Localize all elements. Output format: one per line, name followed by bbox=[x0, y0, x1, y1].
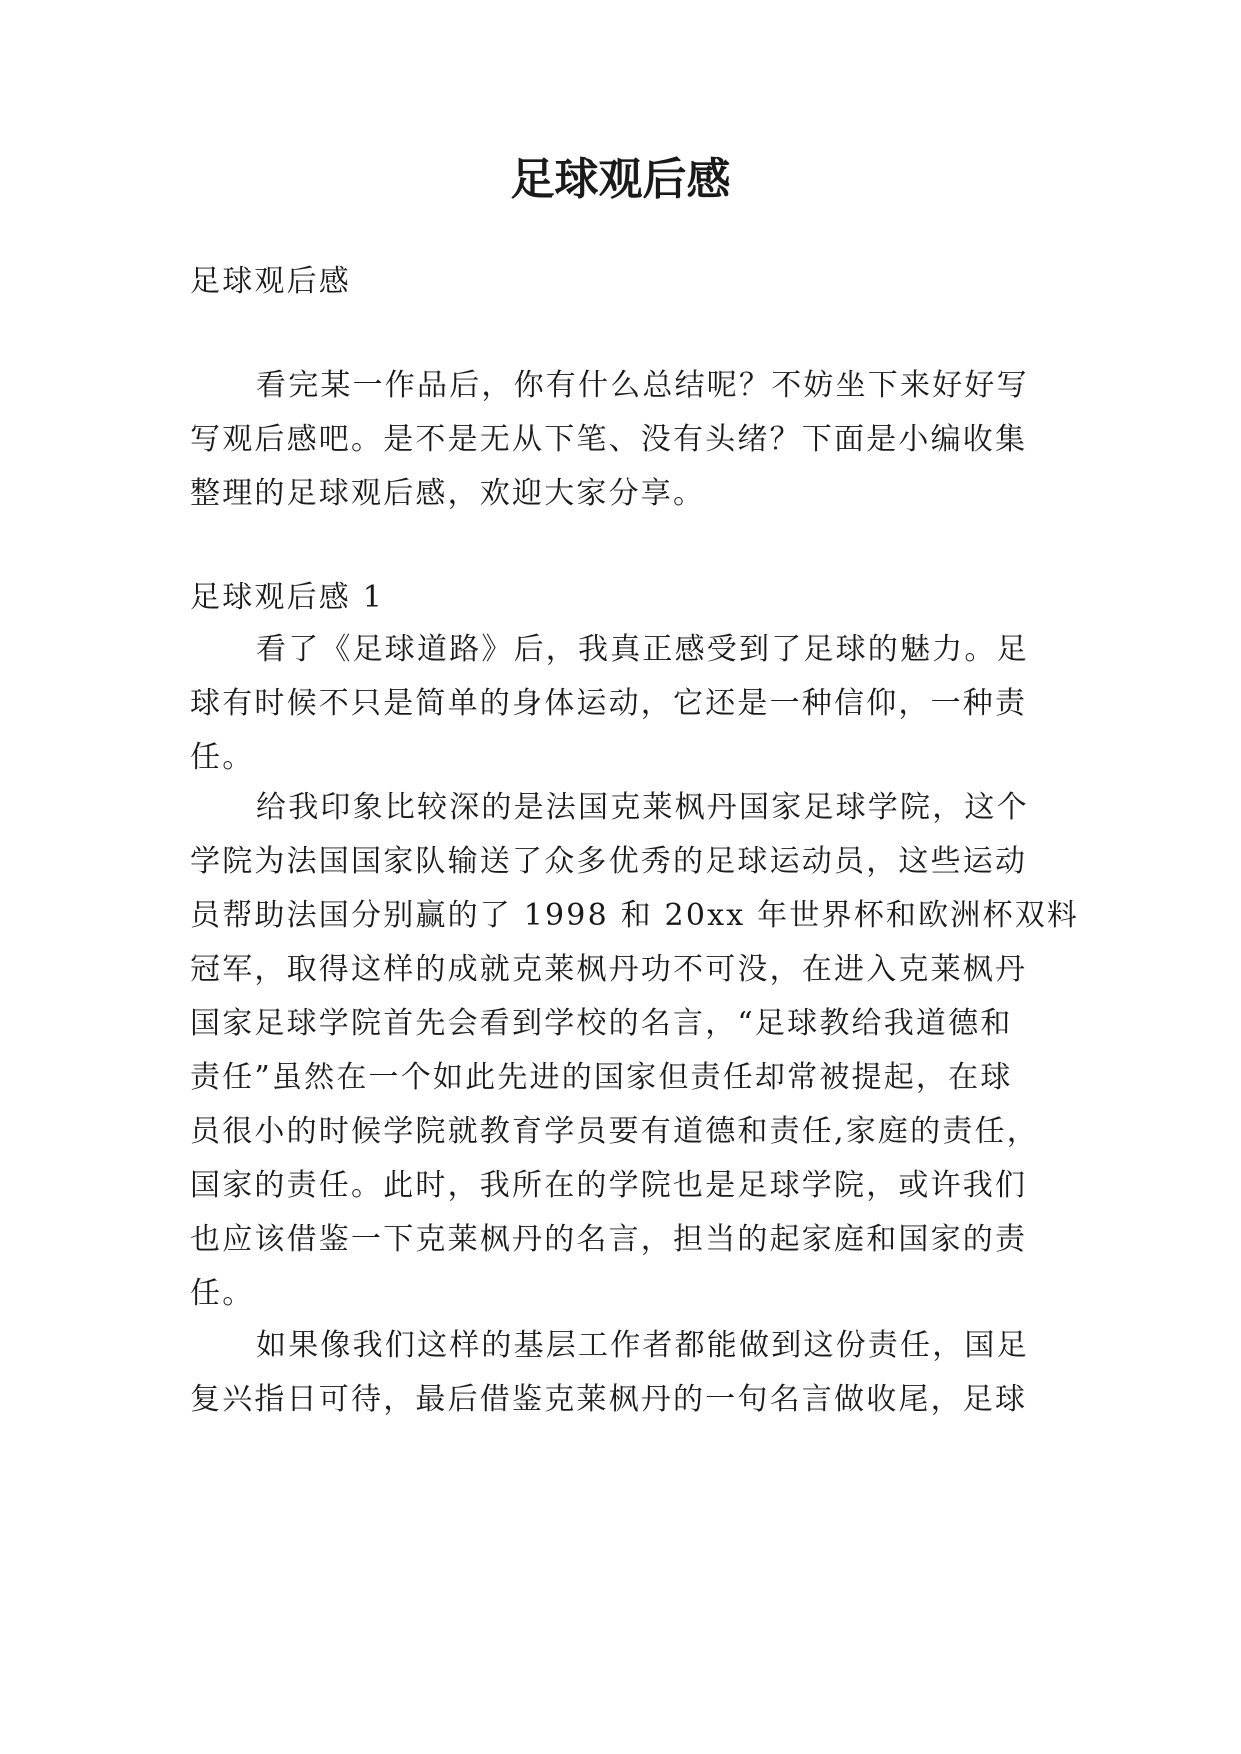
paragraph-line: 员很小的时候学院就教育学员要有道德和责任,家庭的责任， bbox=[190, 1114, 1039, 1149]
paragraph-line: 员帮助法国分别赢的了 1998 和 20xx 年世界杯和欧洲杯双料 bbox=[190, 898, 1080, 933]
intro-line-1: 看完某一作品后，你有什么总结呢？不妨坐下来好好写 bbox=[256, 368, 1029, 403]
section-heading: 足球观后感 1 bbox=[190, 580, 385, 615]
document-subtitle: 足球观后感 bbox=[190, 264, 351, 299]
document-title: 足球观后感 bbox=[510, 154, 731, 205]
paragraph-line: 任。 bbox=[190, 740, 255, 775]
paragraph-line: 责任”虽然在一个如此先进的国家但责任却常被提起，在球 bbox=[190, 1060, 1013, 1095]
paragraph-line: 国家的责任。此时，我所在的学院也是足球学院，或许我们 bbox=[190, 1168, 1028, 1203]
paragraph-line: 国家足球学院首先会看到学校的名言，“足球教给我道德和 bbox=[190, 1006, 1013, 1041]
paragraph-line: 复兴指日可待，最后借鉴克莱枫丹的一句名言做收尾，足球 bbox=[190, 1382, 1028, 1417]
paragraph-line: 冠军，取得这样的成就克莱枫丹功不可没，在进入克莱枫丹 bbox=[190, 952, 1028, 987]
intro-line-3: 整理的足球观后感，欢迎大家分享。 bbox=[190, 476, 706, 511]
paragraph-line: 如果像我们这样的基层工作者都能做到这份责任，国足 bbox=[256, 1328, 1029, 1363]
paragraph-line: 球有时候不只是简单的身体运动，它还是一种信仰，一种责 bbox=[190, 686, 1028, 721]
paragraph-line: 看了《足球道路》后，我真正感受到了足球的魅力。足 bbox=[256, 632, 1029, 667]
paragraph-line: 也应该借鉴一下克莱枫丹的名言，担当的起家庭和国家的责 bbox=[190, 1222, 1028, 1257]
paragraph-line: 学院为法国国家队输送了众多优秀的足球运动员，这些运动 bbox=[190, 844, 1028, 879]
paragraph-line: 任。 bbox=[190, 1276, 255, 1311]
intro-line-2: 写观后感吧。是不是无从下笔、没有头绪？下面是小编收集 bbox=[190, 422, 1028, 457]
paragraph-line: 给我印象比较深的是法国克莱枫丹国家足球学院，这个 bbox=[256, 790, 1029, 825]
